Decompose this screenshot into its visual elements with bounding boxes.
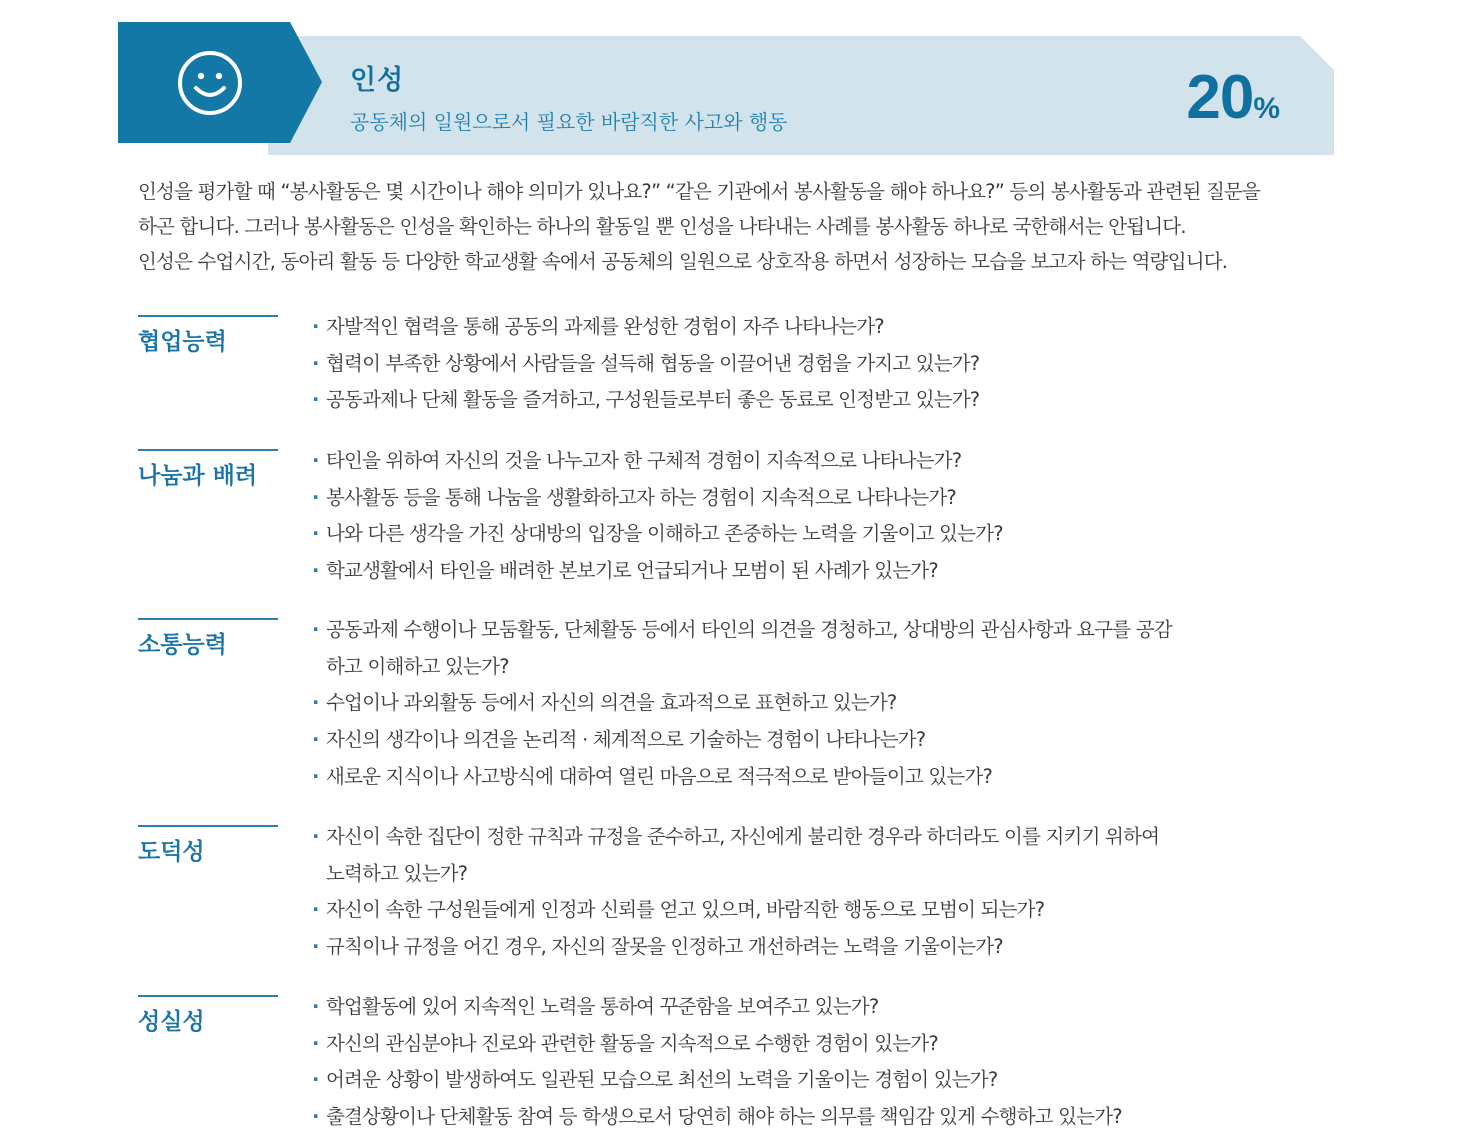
criteria-item-text: · 어려운 상황이 발생하여도 일관된 모습으로 최선의 노력을 기울이는 경험이 있는가?	[326, 1068, 998, 1092]
criteria-item-text: 노력하고 있는가?	[326, 861, 468, 885]
criteria-item-text: 하고 이해하고 있는가?	[326, 654, 509, 678]
criteria-item	[312, 553, 1312, 590]
criteria-item	[312, 989, 1312, 1026]
criteria-item	[312, 382, 1312, 419]
criteria-item-text: · 자신의 관심분야나 진로와 관련한 활동을 지속적으로 수행한 경험이 있는가?	[326, 1031, 938, 1055]
criteria-item	[312, 480, 1312, 517]
criteria-list	[312, 989, 1312, 1136]
criteria-item-text: · 새로운 지식이나 사고방식에 대하여 열린 마음으로 적극적으로 받아들이고 있는가?	[326, 764, 992, 788]
criteria-item-text: · 공동과제나 단체 활동을 즐겨하고, 구성원들로부터 좋은 동료로 인정받고 있는가?	[326, 388, 980, 412]
section-label: 성실성	[138, 1009, 205, 1035]
criteria-list	[312, 819, 1312, 966]
criteria-item-text: · 자신이 속한 집단이 정한 규칙과 규정을 준수하고, 자신에게 불리한 경우라 하더라도 이를 지키기 위하여	[326, 825, 1160, 848]
section-label: 협업능력	[138, 329, 227, 355]
intro-line: 인성은 수업시간, 동아리 활동 등 다양한 학교생활 속에서 공동체의 일원으로 상호작용 하면서 성장하는 모습을 보고자 하는 역량입니다.	[138, 250, 1228, 273]
category-title: 인성	[350, 65, 405, 96]
criteria-item-text: · 학교생활에서 타인을 배려한 본보기로 언급되거나 모범이 된 사례가 있는가?	[326, 559, 938, 583]
criteria-item	[312, 819, 1312, 892]
criteria-item-text: · 출결상황이나 단체활동 참여 등 학생으로서 당연히 해야 하는 의무를 책임감 있게 수행하고 있는가?	[326, 1105, 1122, 1129]
criteria-item-text: · 봉사활동 등을 통해 나눔을 생활화하고자 하는 경험이 지속적으로 나타나는가?	[326, 485, 956, 509]
section-label: 나눔과 배려	[138, 463, 258, 489]
criteria-item-text: · 학업활동에 있어 지속적인 노력을 통하여 꾸준함을 보여주고 있는가?	[326, 995, 879, 1018]
criteria-item-text: · 자신이 속한 구성원들에게 인정과 신뢰를 얻고 있으며, 바람직한 행동으로 모범이 되는가?	[326, 898, 1045, 922]
criteria-item-text: · 규칙이나 규정을 어긴 경우, 자신의 잘못을 인정하고 개선하려는 노력을 기울이는가?	[326, 935, 1003, 959]
section-rule	[138, 995, 278, 997]
weight-percentage-value: 20	[1186, 63, 1254, 132]
criteria-item-text: · 공동과제 수행이나 모둠활동, 단체활동 등에서 타인의 의견을 경청하고, 상대방의 관심사항과 요구를 공감	[326, 618, 1172, 641]
section-rule	[138, 449, 278, 451]
criteria-item	[312, 685, 1312, 722]
criteria-item-text: · 타인을 위하여 자신의 것을 나누고자 한 구체적 경험이 지속적으로 나타나는가?	[326, 449, 962, 472]
criteria-list	[312, 612, 1312, 796]
criteria-item	[312, 759, 1312, 796]
criteria-item	[312, 516, 1312, 553]
section-rule	[138, 315, 278, 317]
criteria-item	[312, 1099, 1312, 1136]
percent-sign: %	[1253, 92, 1280, 125]
category-banner	[118, 22, 1334, 155]
criteria-item	[312, 309, 1312, 346]
section-label: 도덕성	[138, 839, 205, 865]
section-label: 소통능력	[138, 632, 227, 658]
criteria-list	[312, 309, 1312, 419]
weight-percentage	[1186, 63, 1280, 141]
criteria-item	[312, 1062, 1312, 1099]
criteria-list	[312, 443, 1312, 590]
category-subtitle: 공동체의 일원으로서 필요한 바람직한 사고와 행동	[350, 110, 788, 134]
criteria-item-text: · 자발적인 협력을 통해 공동의 과제를 완성한 경험이 자주 나타나는가?	[326, 315, 884, 338]
criteria-item	[312, 892, 1312, 929]
banner-icon-tab	[118, 22, 322, 143]
intro-line: 하곤 합니다. 그러나 봉사활동은 인성을 확인하는 하나의 활동일 뿐 인성을 나타내는 사례를 봉사활동 하나로 국한해서는 안됩니다.	[138, 215, 1186, 238]
banner-background	[268, 36, 1334, 155]
criteria-item-text: · 협력이 부족한 상황에서 사람들을 설득해 협동을 이끌어낸 경험을 가지고 있는가?	[326, 351, 980, 375]
criteria-item	[312, 929, 1312, 966]
criteria-item	[312, 1026, 1312, 1063]
criteria-item-text: · 수업이나 과외활동 등에서 자신의 의견을 효과적으로 표현하고 있는가?	[326, 691, 897, 715]
intro-line: 인성을 평가할 때 “봉사활동은 몇 시간이나 해야 의미가 있나요?” “같은 기관에서 봉사활동을 해야 하나요?” 등의 봉사활동과 관련된 질문을	[138, 180, 1261, 203]
section-rule	[138, 825, 278, 827]
criteria-item	[312, 346, 1312, 383]
criteria-item	[312, 612, 1312, 685]
criteria-item	[312, 443, 1312, 480]
intro-paragraph	[138, 174, 1338, 279]
criteria-item-text: · 나와 다른 생각을 가진 상대방의 입장을 이해하고 존중하는 노력을 기울이고 있는가?	[326, 522, 1003, 546]
smiley-face-icon	[177, 50, 243, 116]
criteria-item	[312, 722, 1312, 759]
criteria-item-text: · 자신의 생각이나 의견을 논리적 · 체계적으로 기술하는 경험이 나타나는가?	[326, 728, 926, 752]
section-rule	[138, 618, 278, 620]
